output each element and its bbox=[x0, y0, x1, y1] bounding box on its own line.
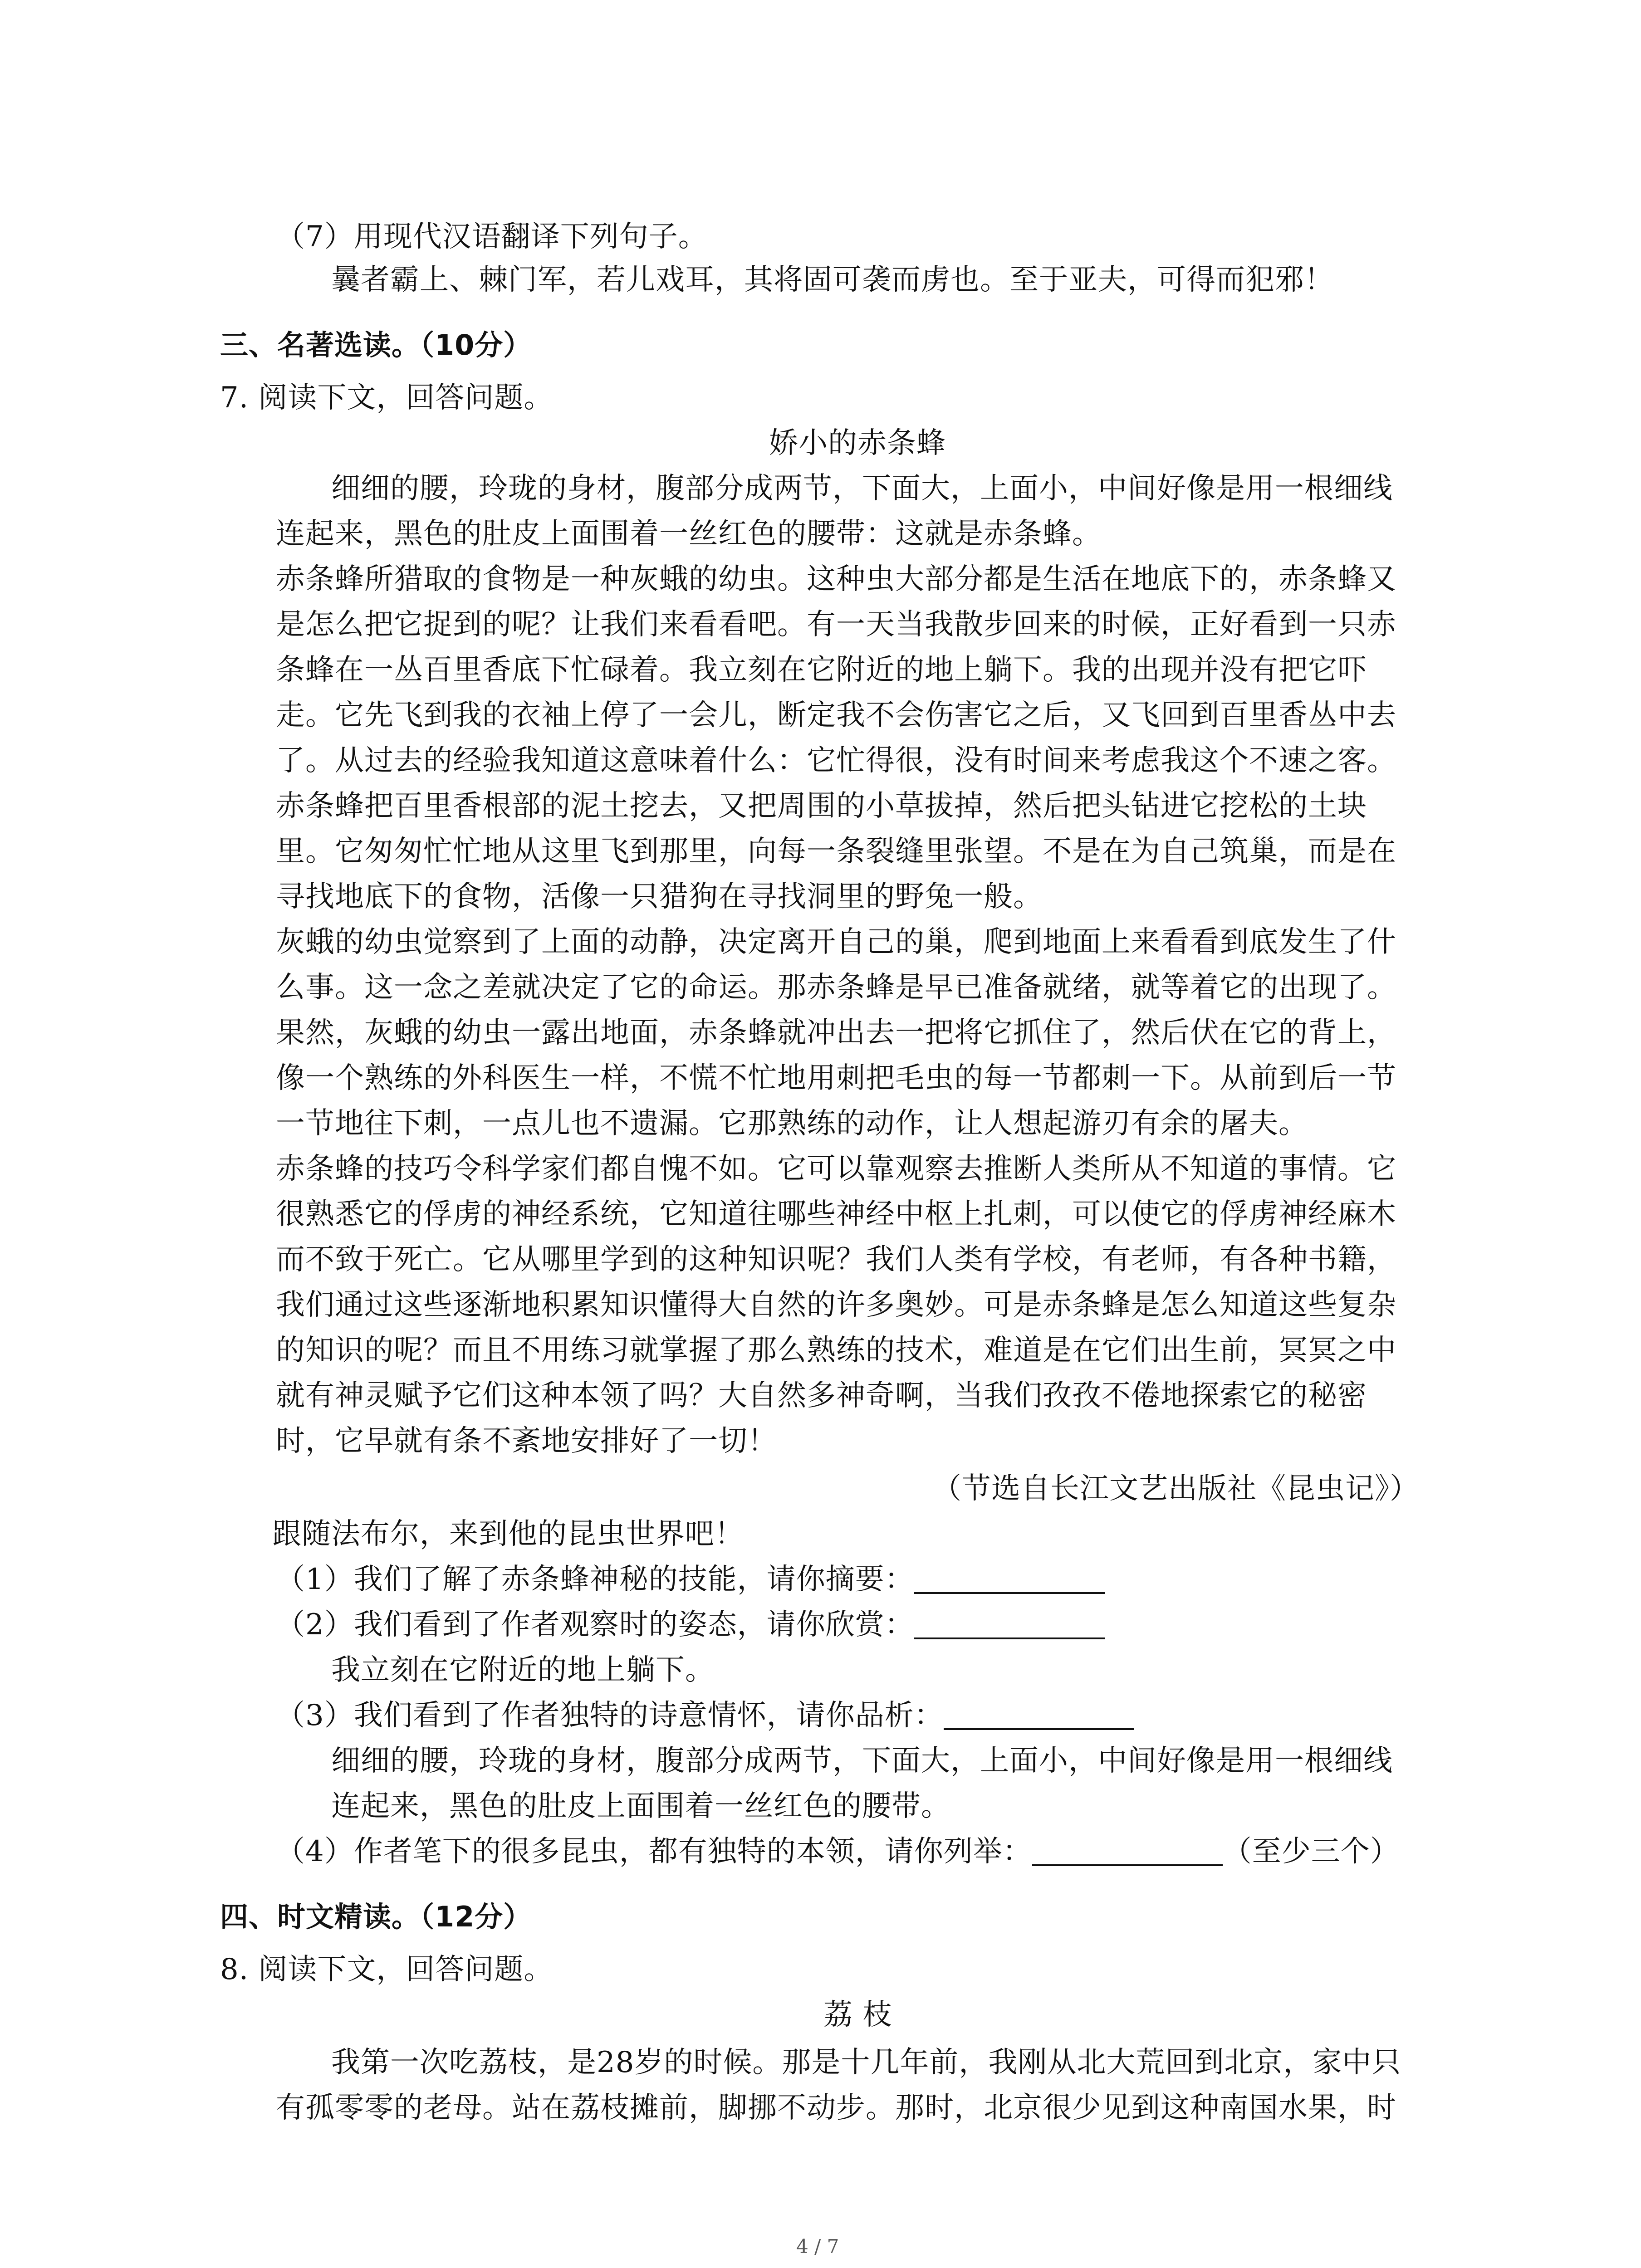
passage-line: 就有神灵赋予它们这种本领了吗？大自然多神奇啊，当我们孜孜不倦地探索它的秘密 bbox=[276, 1379, 1367, 1413]
q7-sub4 bbox=[276, 1837, 1400, 1866]
passage-line: 有孤零零的老母。站在荔枝摊前，脚挪不动步。那时，北京很少见到这种南国水果，时 bbox=[276, 2091, 1396, 2125]
q7-sub3-text: （3）我们看到了作者独特的诗意情怀，请你品析： bbox=[276, 1699, 944, 1732]
passage-line: 里。它匆匆忙忙地从这里飞到那里，向每一条裂缝里张望。不是在为自己筑巢，而是在 bbox=[276, 835, 1396, 868]
answer-blank[interactable] bbox=[944, 1705, 1134, 1730]
q7-sub2-text: （2）我们看到了作者观察时的姿态，请你欣赏： bbox=[276, 1608, 914, 1642]
q7-sub3-quote: 细细的腰，玲珑的身材，腹部分成两节，下面大，上面小，中间好像是用一根细线 bbox=[331, 1744, 1393, 1778]
passage-line: 而不致于死亡。它从哪里学到的这种知识呢？我们人类有学校，有老师，有各种书籍， bbox=[276, 1243, 1396, 1276]
passage-line: 灰蛾的幼虫觉察到了上面的动静，决定离开自己的巢，爬到地面上来看看到底发生了什 bbox=[276, 925, 1396, 959]
q6-item7: （7）用现代汉语翻译下列句子。 bbox=[276, 220, 708, 254]
passage-line: 我第一次吃荔枝，是28岁的时候。那是十几年前，我刚从北大荒回到北京，家中只 bbox=[331, 2046, 1401, 2079]
answer-blank[interactable] bbox=[914, 1569, 1105, 1594]
q7-sub4-text: （4）作者笔下的很多昆虫，都有独特的本领，请你列举： bbox=[276, 1835, 1032, 1868]
q7-sub3-quote: 连起来，黑色的肚皮上面围着一丝红色的腰带。 bbox=[331, 1789, 950, 1823]
passage-line: 么事。这一念之差就决定了它的命运。那赤条蜂是早已准备就绪，就等着它的出现了。 bbox=[276, 971, 1396, 1004]
passage-title-wasp: 娇小的赤条蜂 bbox=[769, 426, 946, 460]
section3-heading: 三、名著选读。（10分） bbox=[220, 328, 532, 362]
passage-line: 走。它先飞到我的衣袖上停了一会儿，断定我不会伤害它之后，又飞回到百里香丛中去 bbox=[276, 699, 1396, 732]
passage-title-lychee: 荔 枝 bbox=[823, 1998, 892, 2032]
page-number: 4 / 7 bbox=[796, 2235, 839, 2258]
section4-heading: 四、时文精读。（12分） bbox=[220, 1900, 532, 1933]
passage-line: 寻找地底下的食物，活像一只猎狗在寻找洞里的野兔一般。 bbox=[276, 880, 1043, 914]
passage-line: 很熟悉它的俘虏的神经系统，它知道往哪些神经中枢上扎刺，可以使它的俘虏神经麻木 bbox=[276, 1198, 1396, 1231]
q7-sub4-tail: （至少三个） bbox=[1222, 1835, 1400, 1868]
q7-sub1 bbox=[276, 1565, 1105, 1594]
passage-line: 是怎么把它捉到的呢？让我们来看看吧。有一天当我散步回来的时候，正好看到一只赤 bbox=[276, 608, 1396, 641]
q8-intro: 8. 阅读下文，回答问题。 bbox=[220, 1953, 554, 1986]
passage-line: 我们通过这些逐渐地积累知识懂得大自然的许多奥妙。可是赤条蜂是怎么知道这些复杂 bbox=[276, 1288, 1396, 1322]
follow-line: 跟随法布尔，来到他的昆虫世界吧！ bbox=[272, 1517, 744, 1551]
answer-blank[interactable] bbox=[914, 1614, 1105, 1639]
passage-source: （节选自长江文艺出版社《昆虫记》） bbox=[932, 1472, 1419, 1505]
passage-line: 赤条蜂的技巧令科学家们都自愧不如。它可以靠观察去推断人类所从不知道的事情。它 bbox=[276, 1152, 1396, 1186]
passage-line: 了。从过去的经验我知道这意味着什么：它忙得很，没有时间来考虑我这个不速之客。 bbox=[276, 744, 1396, 777]
passage-line: 时，它早就有条不紊地安排好了一切！ bbox=[276, 1424, 777, 1458]
passage-line: 细细的腰，玲珑的身材，腹部分成两节，下面大，上面小，中间好像是用一根细线 bbox=[331, 472, 1393, 505]
passage-line: 像一个熟练的外科医生一样，不慌不忙地用刺把毛虫的每一节都刺一下。从前到后一节 bbox=[276, 1061, 1396, 1095]
q6-translate-sentence: 曩者霸上、棘门军，若儿戏耳，其将固可袭而虏也。至于亚夫，可得而犯邪！ bbox=[331, 263, 1334, 297]
passage-line: 的知识的呢？而且不用练习就掌握了那么熟练的技术，难道是在它们出生前，冥冥之中 bbox=[276, 1334, 1396, 1367]
passage-line: 赤条蜂所猎取的食物是一种灰蛾的幼虫。这种虫大部分都是生活在地底下的，赤条蜂又 bbox=[276, 562, 1396, 596]
q7-sub2-quote: 我立刻在它附近的地上躺下。 bbox=[331, 1653, 715, 1687]
passage-line: 连起来，黑色的肚皮上面围着一丝红色的腰带：这就是赤条蜂。 bbox=[276, 517, 1102, 551]
passage-line: 果然，灰蛾的幼虫一露出地面，赤条蜂就冲出去一把将它抓住了，然后伏在它的背上， bbox=[276, 1016, 1396, 1050]
answer-blank[interactable] bbox=[1032, 1841, 1223, 1866]
passage-line: 一节地往下刺，一点儿也不遗漏。它那熟练的动作，让人想起游刃有余的屠夫。 bbox=[276, 1107, 1308, 1140]
passage-line: 赤条蜂把百里香根部的泥土挖去，又把周围的小草拔掉，然后把头钻进它挖松的土块 bbox=[276, 789, 1367, 823]
q7-sub3 bbox=[276, 1701, 1134, 1730]
q7-sub2 bbox=[276, 1608, 1105, 1642]
q7-sub1-text: （1）我们了解了赤条蜂神秘的技能，请你摘要： bbox=[276, 1563, 914, 1596]
q7-intro: 7. 阅读下文，回答问题。 bbox=[220, 381, 554, 415]
passage-line: 条蜂在一丛百里香底下忙碌着。我立刻在它附近的地上躺下。我的出现并没有把它吓 bbox=[276, 653, 1367, 687]
